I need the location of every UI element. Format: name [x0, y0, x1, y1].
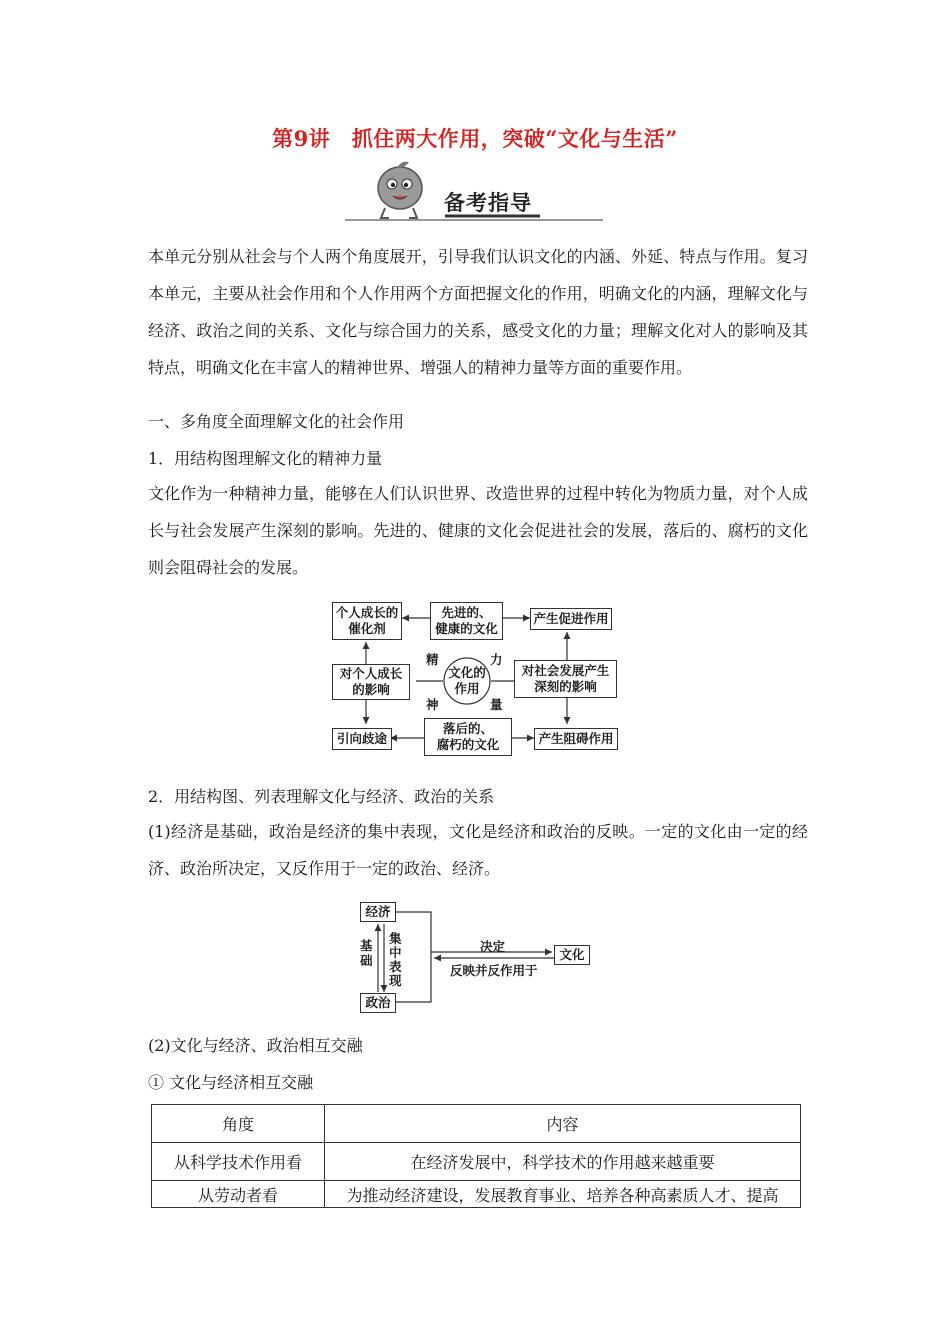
- paragraph-2-text: (1)经济是基础，政治是经济的集中表现，文化是经济和政治的反映。一定的文化由一定的经济、政治所决定，又反作用于一定的政治、经济。: [148, 822, 808, 878]
- table-header-row: [152, 1105, 801, 1143]
- table-cell: 从科学技术作用看: [152, 1143, 325, 1181]
- paragraph-1-text: 文化作为一种精神力量，能够在人们认识世界、改造世界的过程中转化为物质力量，对个人成长与社会发展产生深刻的影响。先进的、健康的文化会促进社会的发展，落后的、腐朽的文化则会阻碍社会的发展。: [148, 484, 808, 577]
- page-title: 第9讲 抓住两大作用，突破“文化与生活”: [272, 126, 678, 151]
- box-politics: 政治: [360, 993, 396, 1013]
- box-advanced-culture: 先进的、 健康的文化: [430, 602, 503, 640]
- header-content: 内容: [325, 1105, 801, 1143]
- label-basis: 基础: [360, 938, 373, 968]
- box-personal-impact: 对个人成长 的影响: [332, 664, 410, 700]
- table-row: [152, 1181, 801, 1208]
- section-heading-1: 一、多角度全面理解文化的社会作用: [148, 412, 405, 431]
- box-culture: 文化: [554, 945, 590, 965]
- box-economy: 经济: [360, 902, 396, 922]
- intro-text: 本单元分别从社会与个人两个角度展开，引导我们认识文化的内涵、外延、特点与作用。复习本单元，主要从社会作用和个人作用两个方面把握文化的作用，明确文化的内涵，理解文化与经济、政治之间的关系、文化与综合国力的关系，感受文化的力量；理解文化对人的影响及其特点，明确文化在丰富人的精神世界、增强人的精神力量等方面的重要作用。: [148, 247, 808, 377]
- box-social-impact: 对社会发展产生 深刻的影响: [514, 660, 617, 698]
- center-culture-role: 文化的 作用: [448, 665, 486, 696]
- header-angle: 角度: [152, 1105, 325, 1143]
- box-hinder: 产生阻碍作用: [534, 728, 618, 750]
- box-promote: 产生促进作用: [530, 608, 612, 630]
- label-jing: 精: [426, 652, 439, 667]
- culture-force-diagram: [330, 598, 622, 758]
- box-astray: 引向歧途: [332, 728, 392, 750]
- intro-paragraph: [148, 238, 808, 386]
- economy-politics-culture-diagram: [358, 900, 593, 1016]
- table-row: [152, 1143, 801, 1181]
- paragraph-1: [148, 475, 808, 586]
- table-cell: 在经济发展中，科学技术的作用越来越重要: [325, 1143, 801, 1181]
- culture-economy-table: [151, 1104, 801, 1208]
- subheading-1: 1．用结构图理解文化的精神力量: [148, 449, 383, 468]
- box-backward-culture: 落后的、 腐朽的文化: [424, 718, 512, 756]
- subheading-4: ① 文化与经济相互交融: [148, 1073, 314, 1092]
- table-cell: 为推动经济建设，发展教育事业、培养各种高素质人才、提高: [325, 1181, 801, 1208]
- label-li: 力: [490, 652, 503, 667]
- subheading-2: 2．用结构图、列表理解文化与经济、政治的关系: [148, 787, 495, 806]
- paragraph-2: [148, 813, 808, 887]
- label-concentrated: 集中表现: [389, 931, 402, 988]
- label-reflect: 反映并反作用于: [450, 963, 538, 978]
- table-cell: 从劳动者看: [152, 1181, 325, 1208]
- box-catalyst: 个人成长的 催化剂: [332, 602, 402, 640]
- banner-label: 备考指导: [444, 191, 532, 215]
- label-decide: 决定: [480, 939, 506, 954]
- label-shen: 神: [426, 697, 439, 712]
- apple-mascot-icon: [378, 162, 422, 218]
- subheading-3: (2)文化与经济、政治相互交融: [148, 1036, 363, 1055]
- label-liang: 量: [490, 697, 503, 712]
